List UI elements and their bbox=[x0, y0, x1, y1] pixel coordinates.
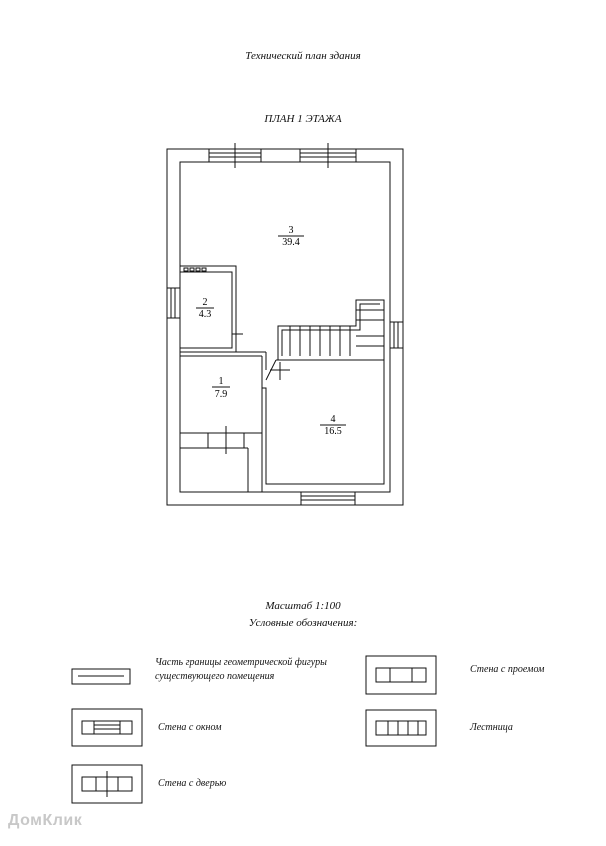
legend-symbol-window bbox=[72, 709, 142, 746]
stairs bbox=[278, 300, 384, 360]
watermark-logo: ДомКлик bbox=[8, 812, 83, 829]
legend-title: Условные обозначения: bbox=[248, 617, 358, 629]
door-vestibule bbox=[208, 426, 244, 454]
legend-label-door: Стена с дверью bbox=[158, 778, 227, 789]
legend-label-stairs: Лестница bbox=[470, 722, 513, 733]
legend-label-boundary-line2: существующего помещения bbox=[155, 671, 275, 682]
room-number: 3 bbox=[288, 225, 294, 236]
room-area: 4.3 bbox=[198, 309, 212, 320]
room-2-walls bbox=[180, 266, 243, 352]
legend-label-boundary-line1: Часть границы геометрической фигуры bbox=[155, 657, 327, 668]
window-top-left bbox=[209, 143, 261, 168]
plan-title: ПЛАН 1 ЭТАЖА bbox=[264, 113, 342, 125]
room-number: 2 bbox=[202, 297, 208, 308]
room-number: 1 bbox=[218, 376, 224, 387]
scale-label: Масштаб 1:100 bbox=[265, 600, 341, 612]
window-top-right bbox=[300, 143, 356, 168]
legend-symbol-opening bbox=[366, 656, 436, 694]
room-area: 7.9 bbox=[214, 389, 228, 400]
room-partitions bbox=[180, 352, 384, 492]
legend-symbol-door bbox=[72, 765, 142, 803]
room-3-label bbox=[278, 225, 304, 248]
legend-symbol-stairs bbox=[366, 710, 436, 746]
legend-label-boundary bbox=[155, 656, 327, 684]
room-2-label bbox=[196, 297, 214, 320]
fixture-marks bbox=[184, 268, 206, 271]
window-bottom bbox=[301, 492, 355, 505]
room-number: 4 bbox=[330, 414, 336, 425]
legend-label-opening: Стена с проемом bbox=[470, 664, 545, 675]
window-left bbox=[167, 288, 180, 318]
window-right bbox=[390, 322, 403, 348]
outer-wall-outer bbox=[167, 149, 403, 505]
legend-symbol-boundary bbox=[72, 669, 130, 684]
room-4-label bbox=[320, 414, 346, 437]
legend-label-window: Стена с окном bbox=[158, 722, 222, 733]
document-title: Технический план здания bbox=[245, 50, 361, 62]
room-1-label bbox=[212, 376, 230, 400]
room-area: 16.5 bbox=[324, 426, 342, 437]
room-area: 39.4 bbox=[282, 237, 300, 248]
